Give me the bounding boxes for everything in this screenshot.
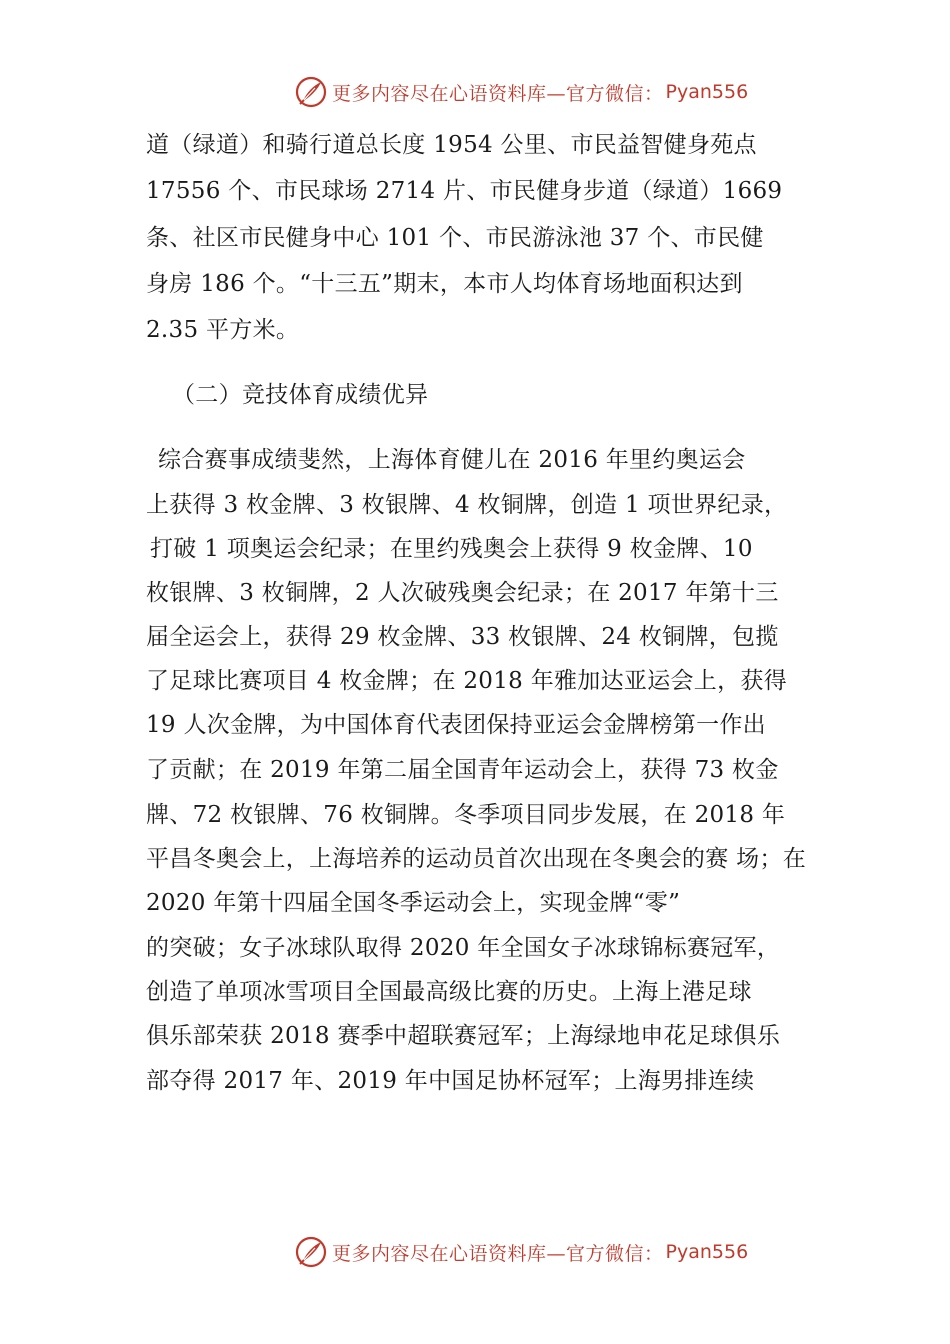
text-line: 部夺得 2017 年、2019 年中国足协杯冠军；上海男排连续 <box>146 1068 755 1094</box>
text-line: 枚银牌、3 枚铜牌，2 人次破残奥会纪录；在 2017 年第十三 <box>146 580 779 606</box>
feather-pen-seal-icon <box>294 1235 328 1269</box>
text-line: 道（绿道）和骑行道总长度 1954 公里、市民益智健身苑点 <box>146 132 757 158</box>
text-line: 牌、72 枚银牌、76 枚铜牌。冬季项目同步发展，在 2018 年 <box>146 802 786 828</box>
text-line: 创造了单项冰雪项目全国最高级比赛的历史。上海上港足球 <box>146 979 752 1005</box>
watermark-text: 更多内容尽在心语资料库—官方微信： <box>332 82 664 105</box>
text-line: 身房 186 个。“十三五”期末，本市人均体育场地面积达到 <box>146 271 743 297</box>
text-line: 俱乐部荣获 2018 赛季中超联赛冠军；上海绿地申花足球俱乐 <box>146 1023 781 1049</box>
watermark-text: 更多内容尽在心语资料库—官方微信： <box>332 1242 664 1265</box>
text-line: 19 人次金牌，为中国体育代表团保持亚运会金牌榜第一作出 <box>146 712 766 738</box>
text-line: 综合赛事成绩斐然，上海体育健儿在 2016 年里约奥运会 <box>158 447 746 473</box>
watermark-handle: Pyan556 <box>665 81 749 103</box>
text-line: 打破 1 项奥运会纪录；在里约残奥会上获得 9 枚金牌、10 <box>150 536 753 562</box>
text-line: 平昌冬奥会上，上海培养的运动员首次出现在冬奥会的赛 场；在 <box>146 846 807 872</box>
watermark-handle: Pyan556 <box>665 1241 749 1263</box>
text-line: 条、社区市民健身中心 101 个、市民游泳池 37 个、市民健 <box>146 225 764 251</box>
footer-watermark <box>294 1234 748 1270</box>
text-line: 的突破；女子冰球队取得 2020 年全国女子冰球锦标赛冠军， <box>146 935 781 961</box>
text-line: 2020 年第十四届全国冬季运动会上，实现金牌“零” <box>146 890 681 916</box>
text-line: 了足球比赛项目 4 枚金牌；在 2018 年雅加达亚运会上，获得 <box>146 668 788 694</box>
text-line: 上获得 3 枚金牌、3 枚银牌、4 枚铜牌，创造 1 项世界纪录， <box>146 492 788 518</box>
feather-pen-seal-icon <box>294 75 328 109</box>
text-line: 17556 个、市民球场 2714 片、市民健身步道（绿道）1669 <box>146 178 783 204</box>
text-line: 了贡献；在 2019 年第二届全国青年运动会上，获得 73 枚金 <box>146 757 779 783</box>
header-watermark <box>294 74 748 110</box>
text-line: 届全运会上，获得 29 枚金牌、33 枚银牌、24 枚铜牌，包揽 <box>146 624 779 650</box>
text-line: 2.35 平方米。 <box>146 317 300 343</box>
section-heading: （二）竞技体育成绩优异 <box>172 382 429 408</box>
